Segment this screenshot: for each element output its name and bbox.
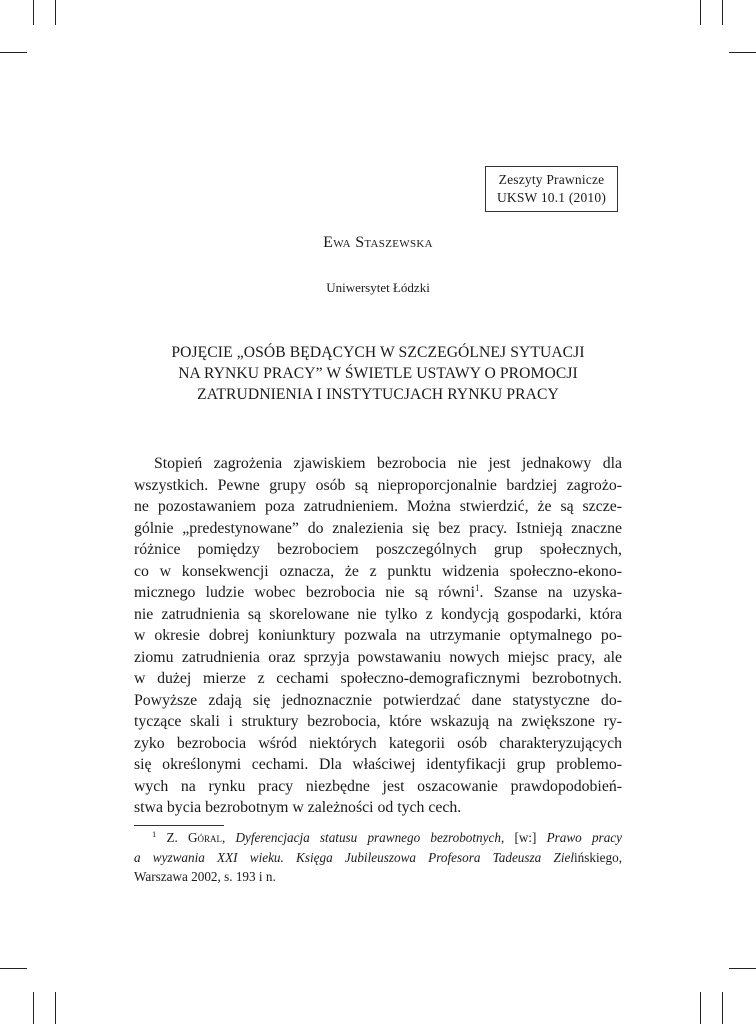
crop-mark-top-right-vertical-2 [722, 0, 723, 25]
body-line: stwa bycia bezrobotnym w zależności od tych cech. [134, 799, 462, 816]
body-line: wszystkich. Pewne grupy osób są nieproporcjonalnie bardziej zagrożo- [134, 476, 622, 494]
body-line: tyczące skali i struktury bezrobocia, które wskazują na zwiększone ry- [134, 713, 622, 730]
body-line-tail: . Szanse na uzyska- [479, 584, 623, 601]
body-line-text: micznego ludzie wobec bezrobocia nie są równi [134, 584, 476, 601]
crop-mark-top-right-vertical [700, 0, 701, 25]
footnote-separator-text: , [w:] [500, 830, 547, 845]
crop-mark-top-left-horizontal [0, 52, 27, 53]
body-line: ne pozostawaniem poza zatrudnieniem. Można stwierdzić, że są szcze- [134, 498, 622, 515]
crop-mark-bottom-left-vertical [33, 992, 34, 1024]
body-line: różnice pomiędzy bezrobociem poszczególnych grup społecznych, [134, 541, 622, 558]
footnote-book-title: Prawo pracy [546, 830, 622, 845]
footnote [134, 828, 622, 887]
journal-name: Zeszyty Prawnicze [498, 172, 605, 187]
body-line: nie zatrudnienia są skorelowane nie tylko z kondycją gospodarki, która [134, 605, 622, 623]
crop-mark-bottom-left-vertical-2 [55, 992, 56, 1024]
author-name: Ewa Staszewska [323, 234, 433, 251]
author-affiliation: Uniwersytet Łódzki [326, 280, 430, 295]
footnote-line [134, 848, 622, 868]
crop-mark-bottom-left-horizontal [0, 968, 27, 969]
body-line: Stopień zagrożenia zjawiskiem bezrobocia nie jest jednakowy dla [154, 455, 622, 472]
crop-mark-top-left-vertical [33, 0, 34, 25]
footnote-separator [134, 825, 224, 826]
body-line: się określonymi cechami. Dla właściwej identyfikacji grup problemo- [134, 756, 622, 773]
footnote-reference[interactable]: 1 [475, 583, 480, 593]
footnote-author-initial: Z. [166, 830, 188, 845]
footnote-line: Warszawa 2002, s. 193 i n. [134, 869, 276, 884]
footnote-book-title-tail: ińskiego, [574, 849, 622, 865]
body-line: zyko bezrobocia wśród niektórych kategorii osób charakteryzujących [134, 734, 622, 752]
body-line: w okresie dobrej koniunktury pozwala na utrzymanie optymalnego po- [134, 627, 622, 644]
footnote-book-title-cont: a wyzwania XXI wieku. Księga Jubileuszowa Profesora Tadeusza Ziel [134, 849, 574, 865]
body-line: w dużej mierze z cechami społeczno-demograficznymi bezrobotnych. [134, 670, 622, 687]
article-title [100, 342, 656, 405]
article-body-paragraph [134, 453, 622, 819]
crop-mark-top-right-horizontal [729, 52, 756, 53]
title-line: NA RYNKU PRACY” W ŚWIETLE USTAWY O PROMOCJI [178, 365, 578, 382]
title-line: ZATRUDNIENIA I INSTYTUCJACH RYNKU PRACY [197, 386, 559, 403]
footnote-number: 1 [152, 829, 157, 839]
footnote-line [134, 828, 622, 848]
crop-mark-bottom-right-horizontal [729, 968, 756, 969]
body-line: co w konsekwencji oznacza, że z punktu widzenia społeczno-ekono- [134, 562, 622, 580]
body-line-with-footnote [134, 582, 622, 604]
body-line: wych na rynku pracy niezbędne jest oszacowanie prawdopodobień- [134, 777, 622, 795]
body-line: gólnie „predestynowane” do znalezienia się bez pracy. Istnieją znaczne [134, 519, 622, 537]
footnote-separator-text: , [222, 830, 236, 845]
crop-mark-bottom-right-vertical-2 [722, 992, 723, 1024]
title-line: POJĘCIE „OSÓB BĘDĄCYCH W SZCZEGÓLNEJ SYTUACJI [171, 344, 585, 361]
journal-issue: UKSW 10.1 (2010) [496, 190, 607, 205]
body-line: Powyższe zdają się jednoznacznie potwierdzać dane statystyczne do- [134, 691, 622, 709]
journal-info-box [485, 166, 618, 212]
crop-mark-bottom-right-vertical [700, 992, 701, 1024]
footnote-work-title: Dyferencjacja statusu prawnego bezrobotnych [235, 830, 501, 845]
body-line: ziomu zatrudnienia oraz sprzyja powstawaniu nowych miejsc pracy, ale [134, 648, 622, 666]
crop-mark-top-left-vertical-2 [55, 0, 56, 25]
footnote-author-surname: Góral [187, 830, 223, 845]
